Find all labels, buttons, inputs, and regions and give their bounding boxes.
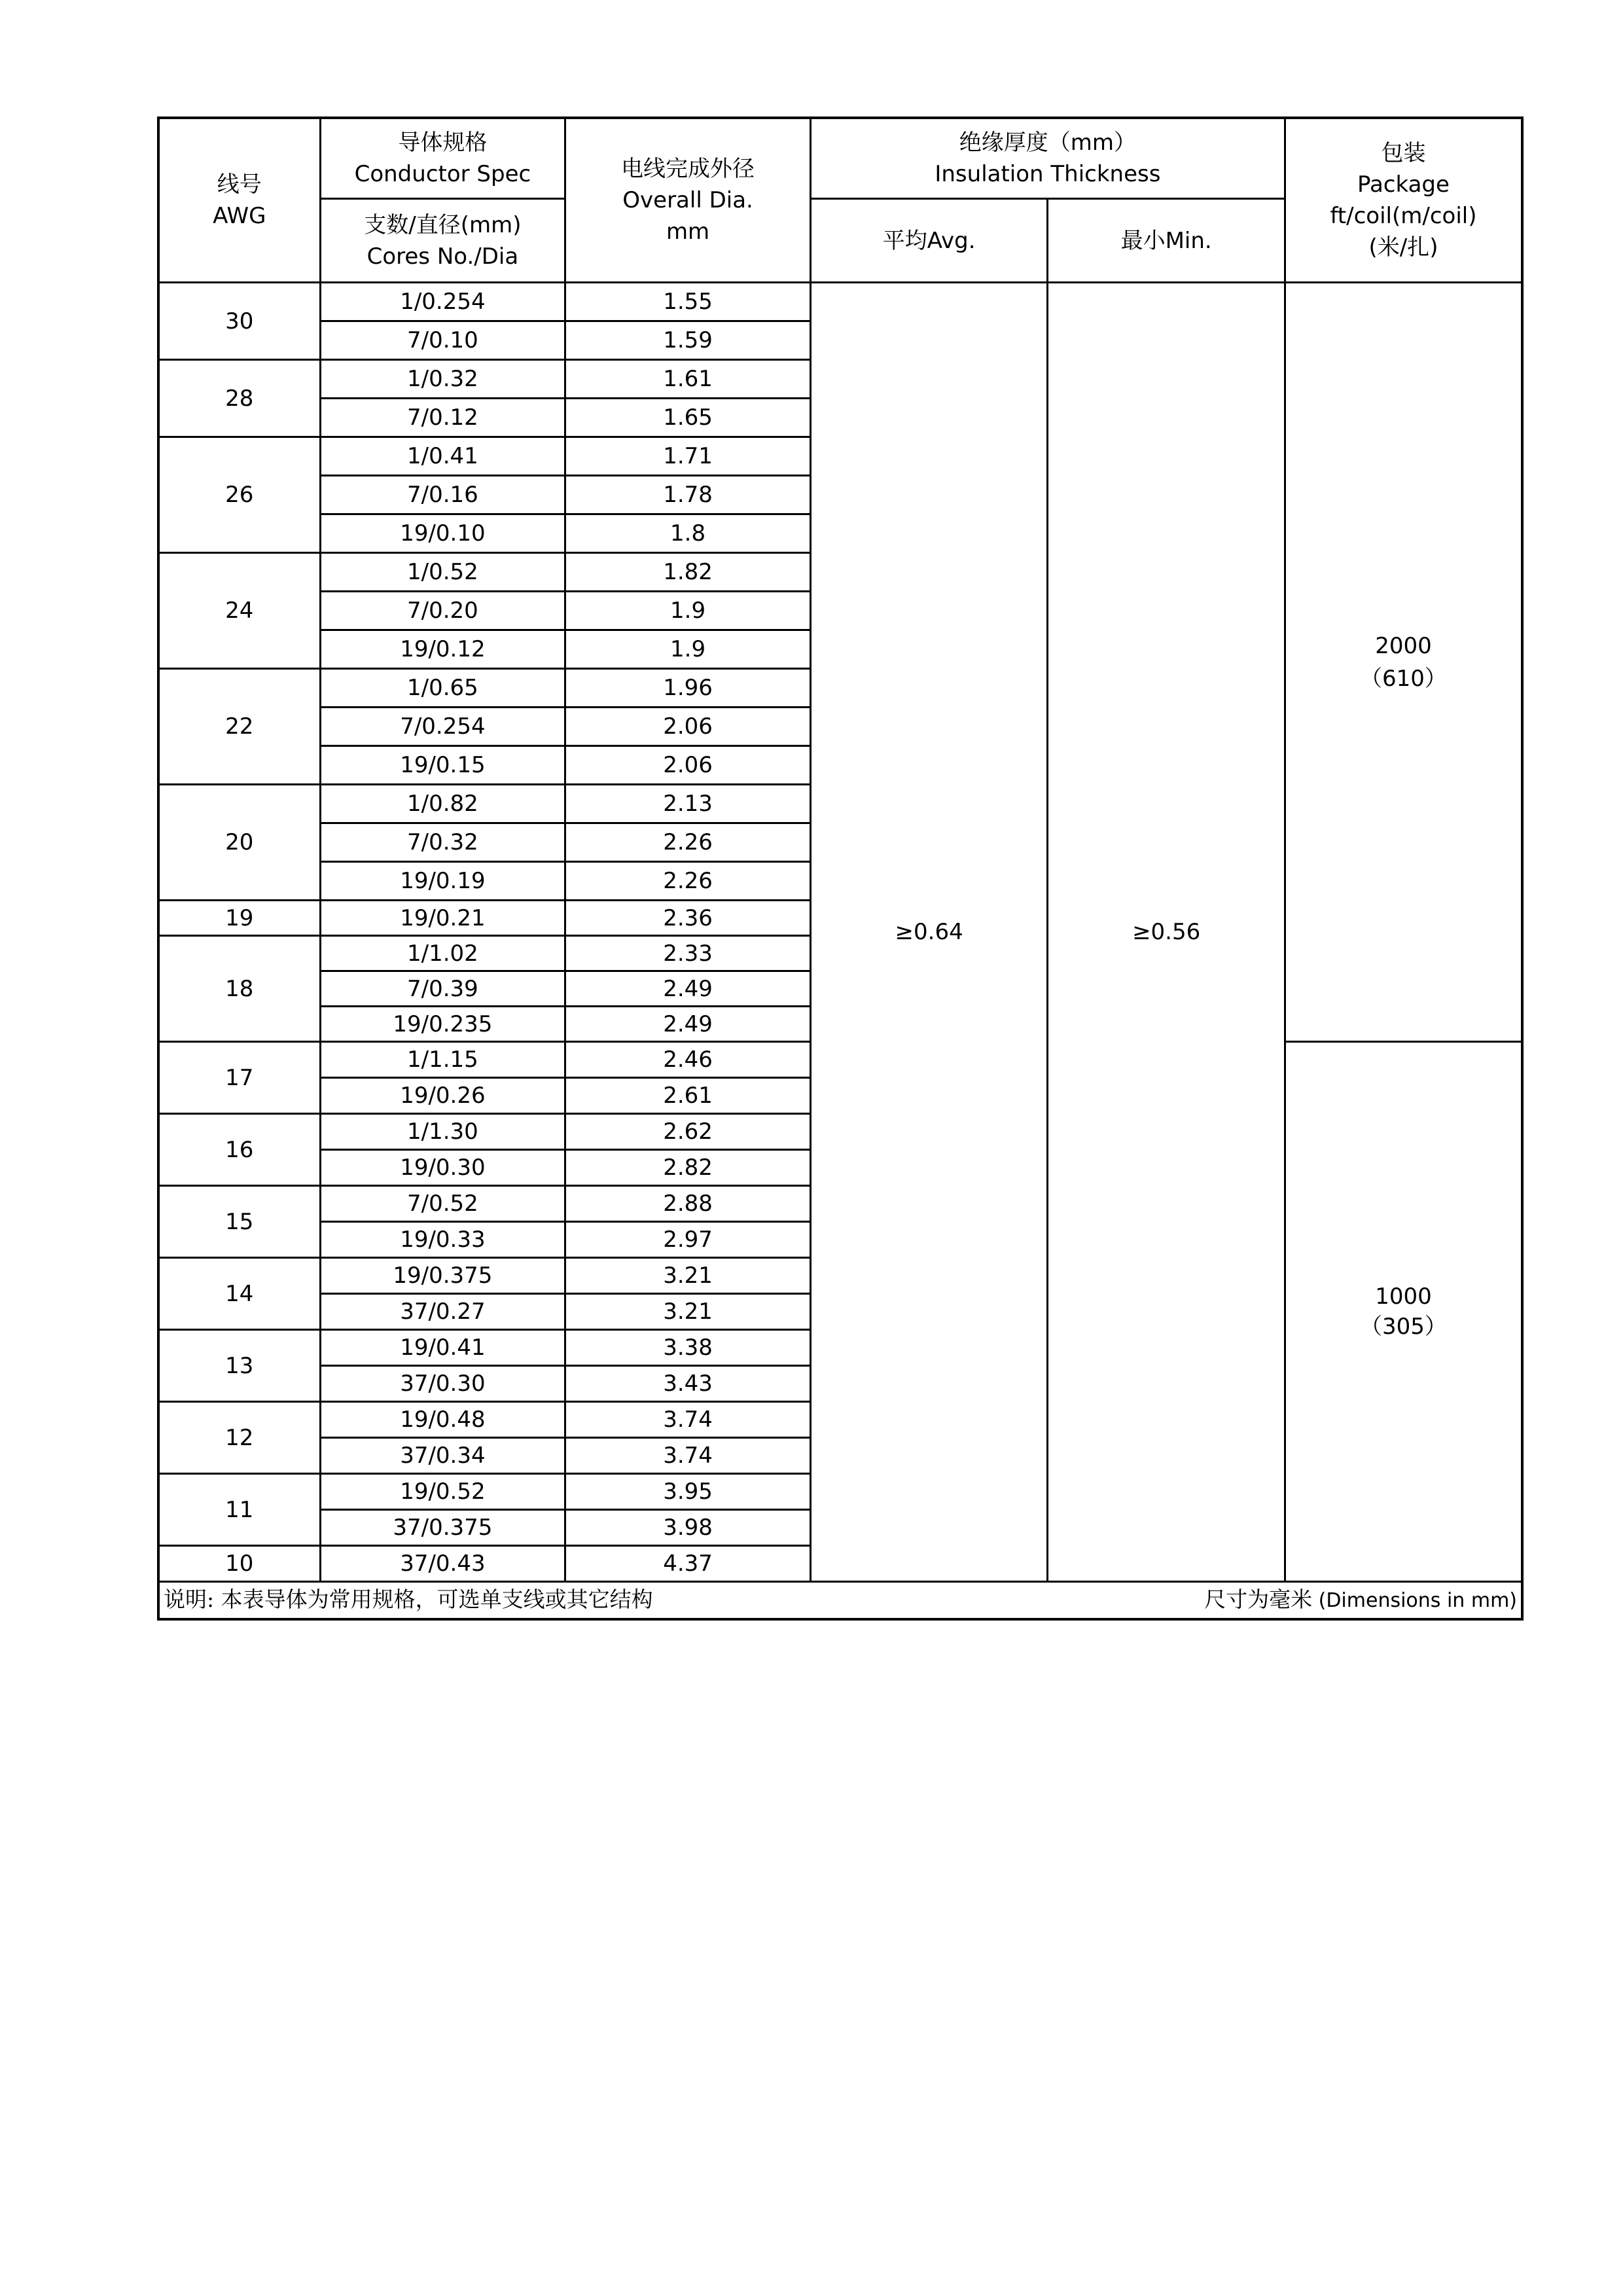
footer-row <box>158 1582 1522 1620</box>
header-overall-cn: 电线完成外径 <box>621 156 755 182</box>
cores-cell: 19/0.12 <box>320 630 565 669</box>
overall-dia-cell: 3.95 <box>565 1474 811 1510</box>
awg-cell: 15 <box>158 1186 320 1258</box>
overall-dia-cell: 3.43 <box>565 1366 811 1402</box>
package-ft-value: 2000 <box>1375 632 1432 659</box>
insulation-avg-cell: ≥0.64 <box>810 283 1048 1582</box>
table-row <box>158 283 1522 321</box>
cores-cell: 19/0.52 <box>320 1474 565 1510</box>
footer-note: 说明: 本表导体为常用规格，可选单支线或其它结构 <box>164 1587 653 1612</box>
overall-dia-cell: 2.82 <box>565 1150 811 1186</box>
cores-cell: 7/0.254 <box>320 708 565 746</box>
cores-cell: 7/0.52 <box>320 1186 565 1222</box>
cores-cell: 1/0.52 <box>320 553 565 592</box>
awg-cell: 16 <box>158 1114 320 1186</box>
overall-dia-cell: 3.74 <box>565 1438 811 1474</box>
cores-cell: 19/0.48 <box>320 1402 565 1438</box>
cores-cell: 1/1.15 <box>320 1042 565 1078</box>
cores-cell: 7/0.16 <box>320 476 565 514</box>
cores-cell: 7/0.32 <box>320 823 565 862</box>
header-awg-en: AWG <box>213 203 266 229</box>
header-overall-dia <box>565 118 811 283</box>
cores-cell: 19/0.19 <box>320 862 565 901</box>
footer-unit-en: (Dimensions in mm) <box>1312 1589 1517 1612</box>
overall-dia-cell: 1.65 <box>565 399 811 437</box>
header-awg <box>158 118 320 283</box>
cores-cell: 19/0.33 <box>320 1222 565 1258</box>
overall-dia-cell: 2.26 <box>565 823 811 862</box>
awg-cell: 28 <box>158 360 320 437</box>
header-row-top <box>158 118 1522 199</box>
footer-unit-cn: 尺寸为毫米 <box>1204 1587 1313 1612</box>
cores-cell: 7/0.20 <box>320 592 565 630</box>
awg-cell: 12 <box>158 1402 320 1474</box>
header-insulation <box>810 118 1285 199</box>
overall-dia-cell: 3.38 <box>565 1330 811 1366</box>
overall-dia-cell: 1.96 <box>565 669 811 708</box>
header-conductor-en: Conductor Spec <box>354 161 531 187</box>
awg-cell: 30 <box>158 283 320 360</box>
overall-dia-cell: 2.46 <box>565 1042 811 1078</box>
overall-dia-cell: 1.82 <box>565 553 811 592</box>
overall-dia-cell: 2.49 <box>565 971 811 1007</box>
header-min: 最小Min. <box>1048 199 1285 283</box>
table-body <box>158 118 1522 1619</box>
overall-dia-cell: 2.36 <box>565 901 811 936</box>
overall-dia-cell: 1.71 <box>565 437 811 476</box>
header-overall-unit: mm <box>666 219 710 245</box>
cores-cell: 19/0.41 <box>320 1330 565 1366</box>
cores-cell: 7/0.12 <box>320 399 565 437</box>
header-cores-en: Cores No./Dia <box>366 243 519 270</box>
overall-dia-cell: 2.26 <box>565 862 811 901</box>
cores-cell: 1/0.65 <box>320 669 565 708</box>
cores-cell: 19/0.30 <box>320 1150 565 1186</box>
package-m-value: （305） <box>1360 1314 1447 1340</box>
cores-cell: 37/0.375 <box>320 1510 565 1546</box>
cores-cell: 1/0.254 <box>320 283 565 321</box>
awg-cell: 10 <box>158 1546 320 1582</box>
header-package-unit-cn: (米/扎) <box>1368 234 1438 260</box>
awg-cell: 19 <box>158 901 320 936</box>
header-avg: 平均Avg. <box>810 199 1048 283</box>
insulation-min-cell: ≥0.56 <box>1048 283 1285 1582</box>
overall-dia-cell: 3.74 <box>565 1402 811 1438</box>
overall-dia-cell: 2.49 <box>565 1007 811 1042</box>
awg-cell: 14 <box>158 1258 320 1330</box>
cores-cell: 37/0.34 <box>320 1438 565 1474</box>
overall-dia-cell: 1.8 <box>565 514 811 553</box>
package-ft-value: 1000 <box>1375 1283 1432 1310</box>
header-insulation-cn: 绝缘厚度（mm） <box>959 130 1137 156</box>
overall-dia-cell: 2.06 <box>565 708 811 746</box>
awg-cell: 26 <box>158 437 320 553</box>
cores-cell: 19/0.375 <box>320 1258 565 1294</box>
header-package-cn: 包装 <box>1381 140 1426 166</box>
overall-dia-cell: 1.9 <box>565 630 811 669</box>
awg-cell: 20 <box>158 785 320 901</box>
cores-cell: 1/1.30 <box>320 1114 565 1150</box>
cores-cell: 19/0.235 <box>320 1007 565 1042</box>
header-package <box>1285 118 1522 283</box>
cores-cell: 1/0.41 <box>320 437 565 476</box>
cores-cell: 7/0.39 <box>320 971 565 1007</box>
cores-cell: 37/0.27 <box>320 1294 565 1330</box>
header-package-unit: ft/coil(m/coil) <box>1330 203 1477 229</box>
awg-cell: 22 <box>158 669 320 785</box>
header-package-en: Package <box>1357 171 1450 198</box>
overall-dia-cell: 2.06 <box>565 746 811 785</box>
overall-dia-cell: 1.55 <box>565 283 811 321</box>
cores-cell: 19/0.26 <box>320 1078 565 1114</box>
header-conductor-cn: 导体规格 <box>398 130 488 156</box>
awg-cell: 13 <box>158 1330 320 1402</box>
header-awg-cn: 线号 <box>217 171 262 198</box>
overall-dia-cell: 3.21 <box>565 1294 811 1330</box>
awg-cell: 17 <box>158 1042 320 1114</box>
cores-cell: 1/0.82 <box>320 785 565 823</box>
awg-cell: 24 <box>158 553 320 669</box>
cores-cell: 37/0.30 <box>320 1366 565 1402</box>
header-conductor-spec <box>320 118 565 199</box>
cores-cell: 1/0.32 <box>320 360 565 399</box>
package-cell-group2 <box>1285 1042 1522 1582</box>
header-cores-cn: 支数/直径(mm) <box>364 211 522 238</box>
cores-cell: 1/1.02 <box>320 936 565 971</box>
overall-dia-cell: 1.78 <box>565 476 811 514</box>
cores-cell: 7/0.10 <box>320 321 565 360</box>
overall-dia-cell: 2.13 <box>565 785 811 823</box>
package-m-value: （610） <box>1360 665 1447 692</box>
header-cores <box>320 199 565 283</box>
header-insulation-en: Insulation Thickness <box>935 161 1161 187</box>
overall-dia-cell: 2.88 <box>565 1186 811 1222</box>
awg-cell: 18 <box>158 936 320 1042</box>
cores-cell: 19/0.15 <box>320 746 565 785</box>
overall-dia-cell: 2.62 <box>565 1114 811 1150</box>
overall-dia-cell: 3.21 <box>565 1258 811 1294</box>
awg-cell: 11 <box>158 1474 320 1546</box>
wire-spec-table <box>157 117 1524 1621</box>
overall-dia-cell: 1.59 <box>565 321 811 360</box>
overall-dia-cell: 2.97 <box>565 1222 811 1258</box>
package-cell-group1 <box>1285 283 1522 1042</box>
overall-dia-cell: 1.61 <box>565 360 811 399</box>
cores-cell: 37/0.43 <box>320 1546 565 1582</box>
cores-cell: 19/0.10 <box>320 514 565 553</box>
cores-cell: 19/0.21 <box>320 901 565 936</box>
overall-dia-cell: 1.9 <box>565 592 811 630</box>
footer-unit <box>1204 1583 1517 1618</box>
header-overall-en: Overall Dia. <box>622 187 753 213</box>
overall-dia-cell: 2.61 <box>565 1078 811 1114</box>
overall-dia-cell: 4.37 <box>565 1546 811 1582</box>
overall-dia-cell: 2.33 <box>565 936 811 971</box>
overall-dia-cell: 3.98 <box>565 1510 811 1546</box>
footer-note-cell <box>158 1582 1522 1620</box>
